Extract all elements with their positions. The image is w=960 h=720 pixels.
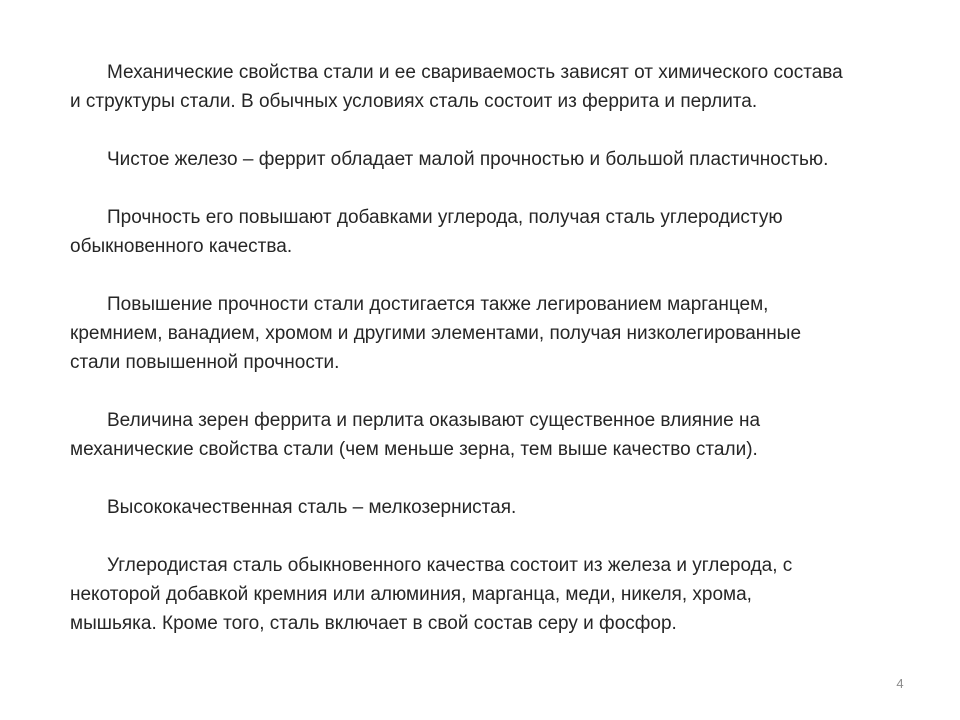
paragraph-carbon-strength: Прочность его повышают добавками углерода, получая сталь углеродистую обыкновенного качества.: [70, 207, 783, 257]
paragraph-grain-size: Величина зерен феррита и перлита оказывают существенное влияние на механические свойства стали (чем меньше зерна, тем выше качество стали).: [70, 410, 761, 460]
paragraph-alloying: Повышение прочности стали достигается также легированием марганцем, кремнием, ванадием, хромом и другими элементами, получая низколегированные стали повышенной прочности.: [70, 294, 802, 373]
paragraph-steel-properties: Механические свойства стали и ее свариваемость зависят от химического состава и структуры стали. В обычных условиях сталь состоит из феррита и перлита.: [70, 62, 843, 112]
paragraph-carbon-steel-composition: Углеродистая сталь обыкновенного качества состоит из железа и углерода, с некоторой добавкой кремния или алюминия, марганца, меди, никеля, хрома, мышьяка. Кроме того, сталь включает в свой состав серу и фосфор.: [70, 555, 793, 634]
paragraph-pure-iron: Чистое железо – феррит обладает малой прочностью и большой пластичностью.: [107, 149, 829, 170]
paragraph-fine-grain: Высококачественная сталь – мелкозернистая.: [107, 497, 517, 518]
slide-body: [70, 58, 930, 638]
page-number: 4: [896, 676, 904, 691]
